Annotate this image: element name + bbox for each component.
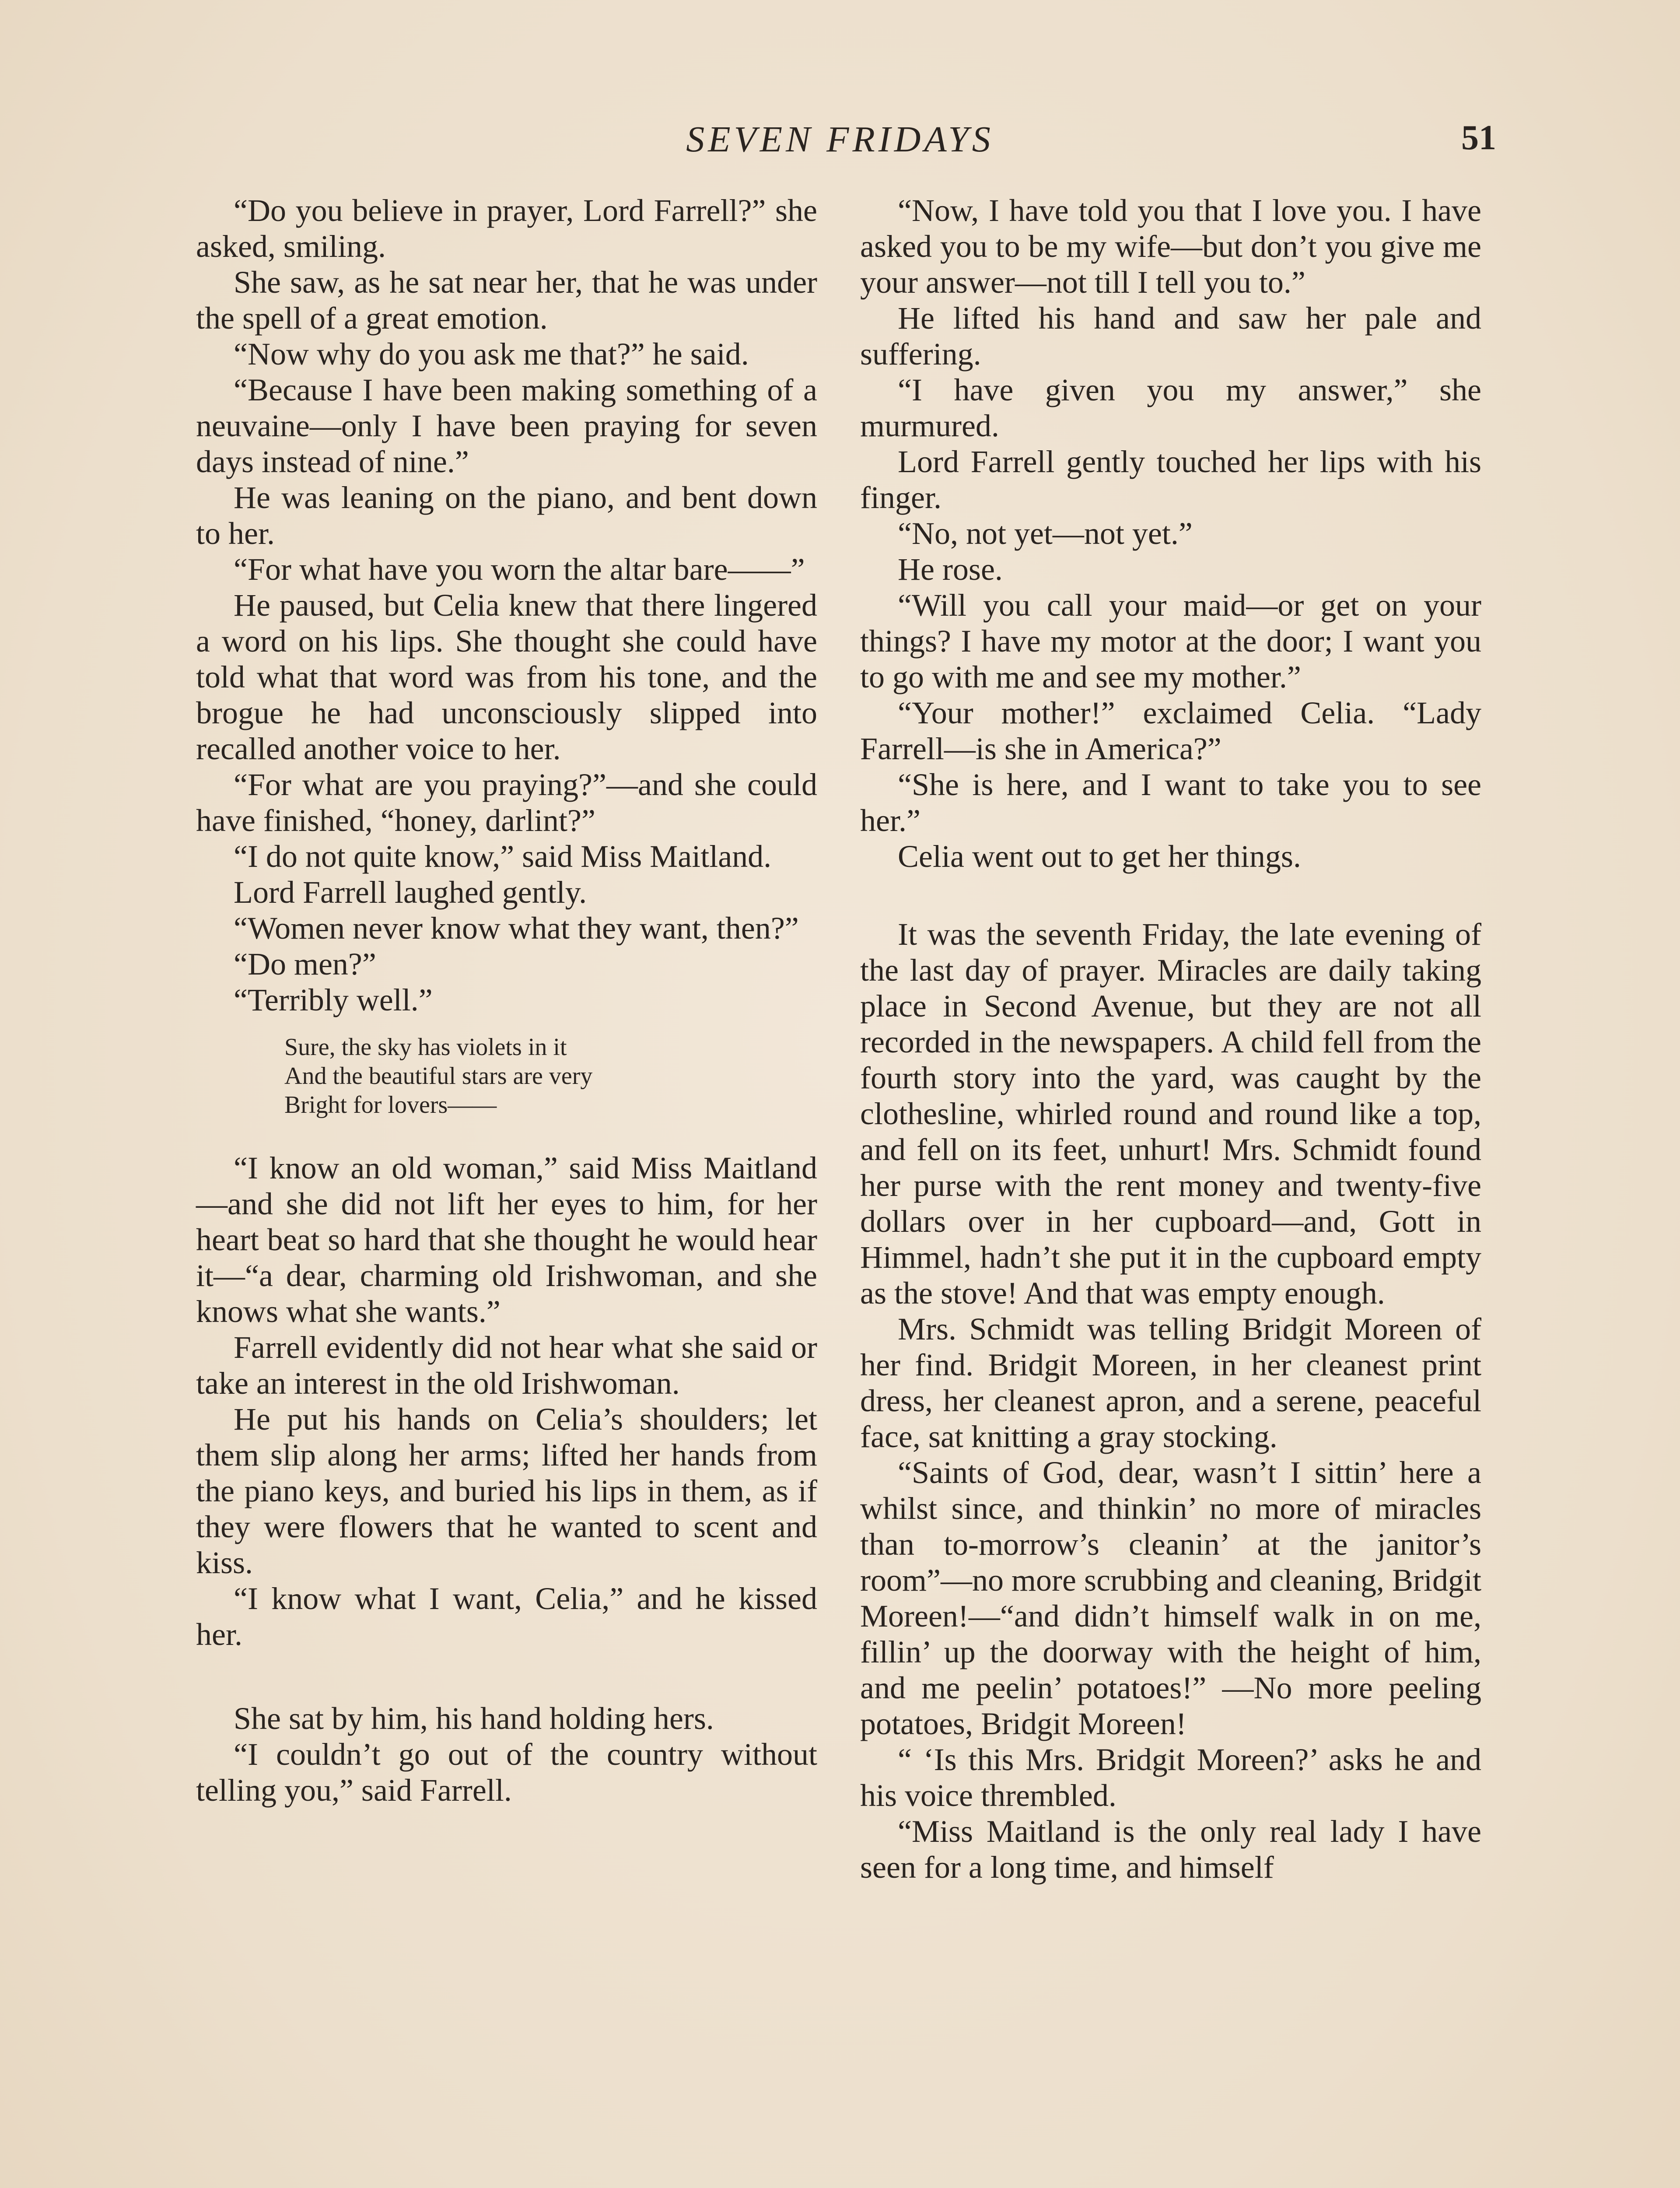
paragraph: “Your mother!” exclaimed Celia. “Lady Farrell—is she in America?”: [860, 695, 1481, 766]
paragraph: “No, not yet—not yet.”: [898, 516, 1193, 551]
paragraph: He put his hands on Celia’s shoulders; let them slip along her arms; lifted her hands from the piano keys, and buried his lips in them, as if they were flowers that he wanted to scent and kiss.: [196, 1402, 817, 1580]
paragraph: “Miss Maitland is the only real lady I have seen for a long time, and himself: [860, 1814, 1481, 1885]
paragraph: “I have given you my answer,” she murmured.: [860, 372, 1481, 443]
paragraph: “She is here, and I want to take you to see her.”: [860, 767, 1481, 838]
right-column: [860, 193, 1481, 1885]
paragraph: Lord Farrell laughed gently.: [234, 875, 587, 910]
paragraph: “I know what I want, Celia,” and he kissed her.: [196, 1581, 817, 1652]
paragraph: “ ‘Is this Mrs. Bridgit Moreen?’ asks he and his voice thrembled.: [860, 1742, 1481, 1813]
paragraph: He lifted his hand and saw her pale and suffering.: [860, 301, 1481, 372]
page-number: 51: [1461, 119, 1496, 157]
poem-line: Bright for lovers——: [284, 1091, 497, 1119]
paragraph: Mrs. Schmidt was telling Bridgit Moreen of her find. Bridgit Moreen, in her cleanest print dress, her cleanest apron, and a serene, peaceful face, sat knitting a gray stocking.: [860, 1311, 1481, 1454]
paragraph: He paused, but Celia knew that there lingered a word on his lips. She thought she could have told what that word was from his tone, and the brogue he had unconsciously slipped into recalled another voice to her.: [196, 588, 817, 766]
paragraph: She saw, as he sat near her, that he was under the spell of a great emotion.: [196, 265, 817, 336]
paragraph: He was leaning on the piano, and bent down to her.: [196, 480, 817, 551]
paragraph: “Do you believe in prayer, Lord Farrell?” she asked, smiling.: [196, 193, 817, 264]
paragraph: “I couldn’t go out of the country without telling you,” said Farrell.: [196, 1737, 817, 1808]
paragraph: “Because I have been making something of a neuvaine—only I have been praying for seven days instead of nine.”: [196, 372, 817, 479]
paragraph: “Will you call your maid—or get on your things? I have my motor at the door; I want you to go with me and see my mother.”: [860, 588, 1481, 694]
paragraph: Lord Farrell gently touched her lips with his finger.: [860, 444, 1481, 515]
paragraph: “Terribly well.”: [234, 982, 433, 1017]
paragraph: Celia went out to get her things.: [898, 839, 1301, 874]
paragraph: “For what have you worn the altar bare——”: [234, 552, 805, 587]
paragraph: She sat by him, his hand holding hers.: [234, 1701, 714, 1736]
poem-verse: [196, 1033, 817, 1119]
paragraph: “I do not quite know,” said Miss Maitland.: [234, 839, 772, 874]
running-title: SEVEN FRIDAYS: [686, 119, 994, 160]
paragraph: “I know an old woman,” said Miss Maitland—and she did not lift her eyes to him, for her heart beat so hard that she thought he would hear it—“a dear, charming old Irishwoman, and she knows what she wants.”: [196, 1150, 817, 1329]
left-column: [196, 193, 817, 1808]
paragraph: It was the seventh Friday, the late evening of the last day of prayer. Miracles are daily taking place in Second Avenue, but they are not all recorded in the newspapers. A child fell from the fourth story into the yard, was caught by the clothesline, whirled round and round like a top, and fell on its feet, unhurt! Mrs. Schmidt found her purse with the rent money and twenty-five dollars over in her cupboard—and, Gott in Himmel, hadn’t she put it in the cupboard empty as the stove! And that was empty enough.: [860, 917, 1481, 1311]
poem-line: And the beautiful stars are very: [284, 1062, 593, 1090]
paragraph: He rose.: [898, 552, 1003, 587]
paragraph: “Now why do you ask me that?” he said.: [234, 337, 749, 372]
paragraph: “Now, I have told you that I love you. I have asked you to be my wife—but don’t you give me your answer—not till I tell you to.”: [860, 193, 1481, 300]
paragraph: “Do men?”: [234, 947, 376, 982]
paragraph: “Women never know what they want, then?”: [234, 911, 799, 946]
paragraph: “Saints of God, dear, wasn’t I sittin’ here a whilst since, and thinkin’ no more of miracles than to-morrow’s cleanin’ at the janitor’s room”—no more scrubbing and cleaning, Bridgit Moreen!—“and didn’t himself walk in on me, fillin’ up the doorway with the height of him, and me peelin’ potatoes!” —No more peeling potatoes, Bridgit Moreen!: [860, 1455, 1481, 1741]
paragraph: “For what are you praying?”—and she could have finished, “honey, darlint?”: [196, 767, 817, 838]
poem-line: Sure, the sky has violets in it: [284, 1034, 567, 1061]
section-break: [196, 1652, 817, 1701]
paragraph: Farrell evidently did not hear what she said or take an interest in the old Irishwoman.: [196, 1330, 817, 1401]
